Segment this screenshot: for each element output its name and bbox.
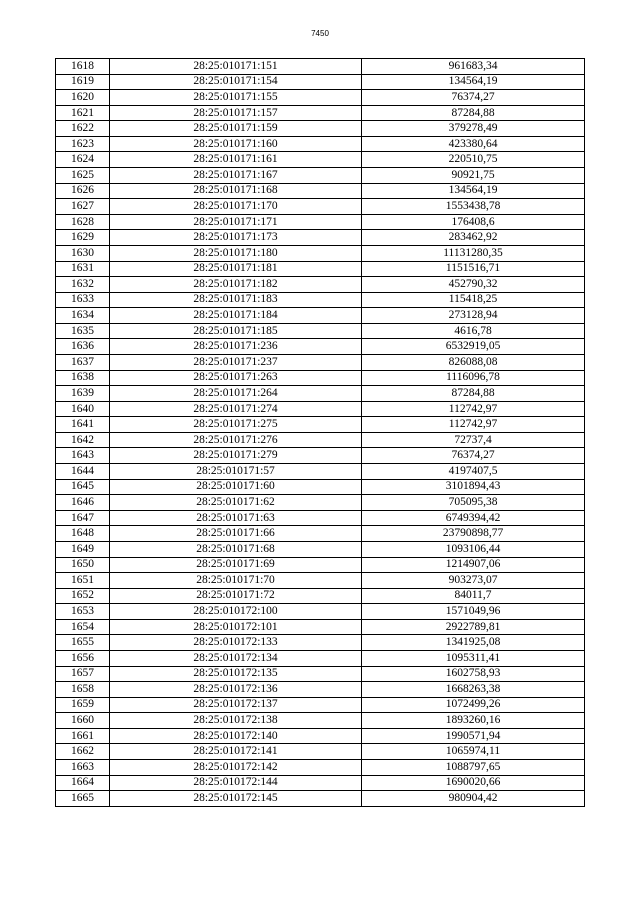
row-number-cell: 1639	[56, 386, 110, 402]
cadastral-number-cell: 28:25:010171:184	[110, 308, 362, 324]
cadastral-number-cell: 28:25:010171:181	[110, 261, 362, 277]
table-row	[56, 682, 585, 698]
table-row	[56, 557, 585, 573]
cadastral-number-cell: 28:25:010171:57	[110, 464, 362, 480]
cadastral-number-cell: 28:25:010171:264	[110, 386, 362, 402]
table-row	[56, 245, 585, 261]
row-number-cell: 1657	[56, 666, 110, 682]
table-row	[56, 199, 585, 215]
cadastral-number-cell: 28:25:010171:279	[110, 448, 362, 464]
cadastral-number-cell: 28:25:010171:154	[110, 74, 362, 90]
cadastral-value-cell: 423380,64	[362, 136, 585, 152]
table-row	[56, 588, 585, 604]
row-number-cell: 1636	[56, 339, 110, 355]
cadastral-value-cell: 980904,42	[362, 791, 585, 807]
table-row	[56, 292, 585, 308]
cadastral-number-cell: 28:25:010171:167	[110, 168, 362, 184]
row-number-cell: 1640	[56, 401, 110, 417]
cadastral-number-cell: 28:25:010171:276	[110, 432, 362, 448]
cadastral-value-cell: 705095,38	[362, 495, 585, 511]
cadastral-value-cell: 90921,75	[362, 168, 585, 184]
cadastral-number-cell: 28:25:010171:171	[110, 214, 362, 230]
cadastral-number-cell: 28:25:010172:135	[110, 666, 362, 682]
cadastral-number-cell: 28:25:010171:236	[110, 339, 362, 355]
row-number-cell: 1624	[56, 152, 110, 168]
cadastral-value-cell: 1893260,16	[362, 713, 585, 729]
cadastral-number-cell: 28:25:010171:62	[110, 495, 362, 511]
cadastral-number-cell: 28:25:010171:161	[110, 152, 362, 168]
table-row	[56, 370, 585, 386]
table-row	[56, 666, 585, 682]
cadastral-number-cell: 28:25:010171:157	[110, 105, 362, 121]
cadastral-number-cell: 28:25:010171:170	[110, 199, 362, 215]
table-row	[56, 432, 585, 448]
table-row	[56, 261, 585, 277]
row-number-cell: 1649	[56, 541, 110, 557]
row-number-cell: 1646	[56, 495, 110, 511]
cadastral-value-cell: 112742,97	[362, 401, 585, 417]
cadastral-number-cell: 28:25:010171:70	[110, 573, 362, 589]
cadastral-value-cell: 1093106,44	[362, 541, 585, 557]
table-row	[56, 697, 585, 713]
row-number-cell: 1633	[56, 292, 110, 308]
row-number-cell: 1658	[56, 682, 110, 698]
cadastral-number-cell: 28:25:010171:275	[110, 417, 362, 433]
cadastral-number-cell: 28:25:010171:155	[110, 90, 362, 106]
cadastral-value-cell: 84011,7	[362, 588, 585, 604]
cadastral-value-cell: 4197407,5	[362, 464, 585, 480]
row-number-cell: 1647	[56, 510, 110, 526]
table-row	[56, 401, 585, 417]
table-row	[56, 136, 585, 152]
cadastral-number-cell: 28:25:010172:142	[110, 760, 362, 776]
row-number-cell: 1627	[56, 199, 110, 215]
cadastral-value-cell: 87284,88	[362, 386, 585, 402]
cadastral-number-cell: 28:25:010172:136	[110, 682, 362, 698]
table-row	[56, 573, 585, 589]
cadastral-number-cell: 28:25:010172:141	[110, 744, 362, 760]
cadastral-number-cell: 28:25:010171:68	[110, 541, 362, 557]
table-row	[56, 479, 585, 495]
row-number-cell: 1632	[56, 277, 110, 293]
table-row	[56, 495, 585, 511]
cadastral-value-cell: 273128,94	[362, 308, 585, 324]
row-number-cell: 1622	[56, 121, 110, 137]
cadastral-number-cell: 28:25:010172:134	[110, 650, 362, 666]
cadastral-value-cell: 1116096,78	[362, 370, 585, 386]
table-row	[56, 168, 585, 184]
cadastral-value-cell: 112742,97	[362, 417, 585, 433]
row-number-cell: 1655	[56, 635, 110, 651]
cadastral-value-cell: 1151516,71	[362, 261, 585, 277]
row-number-cell: 1619	[56, 74, 110, 90]
cadastral-number-cell: 28:25:010172:144	[110, 775, 362, 791]
cadastral-number-cell: 28:25:010172:145	[110, 791, 362, 807]
table-row	[56, 526, 585, 542]
row-number-cell: 1618	[56, 59, 110, 75]
cadastral-value-cell: 176408,6	[362, 214, 585, 230]
cadastral-value-cell: 1088797,65	[362, 760, 585, 776]
cadastral-value-cell: 1990571,94	[362, 728, 585, 744]
table-row	[56, 448, 585, 464]
cadastral-number-cell: 28:25:010171:183	[110, 292, 362, 308]
row-number-cell: 1662	[56, 744, 110, 760]
row-number-cell: 1641	[56, 417, 110, 433]
table-row	[56, 541, 585, 557]
cadastral-value-cell: 23790898,77	[362, 526, 585, 542]
cadastral-number-cell: 28:25:010171:237	[110, 354, 362, 370]
row-number-cell: 1637	[56, 354, 110, 370]
table-row	[56, 90, 585, 106]
cadastral-number-cell: 28:25:010171:168	[110, 183, 362, 199]
table-row	[56, 59, 585, 75]
cadastral-value-cell: 1214907,06	[362, 557, 585, 573]
cadastral-value-table	[55, 58, 585, 807]
cadastral-number-cell: 28:25:010172:100	[110, 604, 362, 620]
row-number-cell: 1652	[56, 588, 110, 604]
table-row	[56, 74, 585, 90]
table-row	[56, 464, 585, 480]
row-number-cell: 1631	[56, 261, 110, 277]
cadastral-value-cell: 72737,4	[362, 432, 585, 448]
cadastral-value-cell: 379278,49	[362, 121, 585, 137]
cadastral-number-cell: 28:25:010171:66	[110, 526, 362, 542]
table-row	[56, 728, 585, 744]
table-row	[56, 650, 585, 666]
row-number-cell: 1623	[56, 136, 110, 152]
row-number-cell: 1656	[56, 650, 110, 666]
row-number-cell: 1643	[56, 448, 110, 464]
cadastral-value-cell: 1072499,26	[362, 697, 585, 713]
row-number-cell: 1665	[56, 791, 110, 807]
cadastral-value-cell: 115418,25	[362, 292, 585, 308]
cadastral-value-cell: 1602758,93	[362, 666, 585, 682]
cadastral-number-cell: 28:25:010171:263	[110, 370, 362, 386]
page-number: 7450	[311, 29, 329, 38]
cadastral-number-cell: 28:25:010171:185	[110, 323, 362, 339]
cadastral-value-cell: 283462,92	[362, 230, 585, 246]
table-row	[56, 105, 585, 121]
row-number-cell: 1651	[56, 573, 110, 589]
row-number-cell: 1626	[56, 183, 110, 199]
cadastral-value-cell: 1571049,96	[362, 604, 585, 620]
row-number-cell: 1642	[56, 432, 110, 448]
cadastral-number-cell: 28:25:010171:72	[110, 588, 362, 604]
row-number-cell: 1648	[56, 526, 110, 542]
cadastral-value-cell: 6749394,42	[362, 510, 585, 526]
table-body	[56, 59, 585, 807]
row-number-cell: 1621	[56, 105, 110, 121]
row-number-cell: 1654	[56, 619, 110, 635]
row-number-cell: 1634	[56, 308, 110, 324]
row-number-cell: 1638	[56, 370, 110, 386]
table-row	[56, 604, 585, 620]
cadastral-number-cell: 28:25:010171:159	[110, 121, 362, 137]
table-row	[56, 121, 585, 137]
table-row	[56, 386, 585, 402]
row-number-cell: 1660	[56, 713, 110, 729]
cadastral-number-cell: 28:25:010171:151	[110, 59, 362, 75]
cadastral-value-cell: 76374,27	[362, 90, 585, 106]
cadastral-value-cell: 1668263,38	[362, 682, 585, 698]
cadastral-value-cell: 6532919,05	[362, 339, 585, 355]
cadastral-number-cell: 28:25:010171:274	[110, 401, 362, 417]
table-row	[56, 713, 585, 729]
cadastral-value-cell: 1095311,41	[362, 650, 585, 666]
row-number-cell: 1620	[56, 90, 110, 106]
cadastral-number-cell: 28:25:010171:173	[110, 230, 362, 246]
row-number-cell: 1664	[56, 775, 110, 791]
cadastral-value-cell: 961683,34	[362, 59, 585, 75]
row-number-cell: 1630	[56, 245, 110, 261]
table-row	[56, 152, 585, 168]
cadastral-value-cell: 1341925,08	[362, 635, 585, 651]
cadastral-value-cell: 134564,19	[362, 183, 585, 199]
cadastral-number-cell: 28:25:010171:182	[110, 277, 362, 293]
table-row	[56, 619, 585, 635]
row-number-cell: 1663	[56, 760, 110, 776]
table-row	[56, 230, 585, 246]
cadastral-value-cell: 4616,78	[362, 323, 585, 339]
cadastral-value-cell: 903273,07	[362, 573, 585, 589]
cadastral-value-cell: 11131280,35	[362, 245, 585, 261]
table-row	[56, 323, 585, 339]
cadastral-number-cell: 28:25:010172:137	[110, 697, 362, 713]
cadastral-number-cell: 28:25:010172:140	[110, 728, 362, 744]
table-row	[56, 417, 585, 433]
cadastral-value-cell: 452790,32	[362, 277, 585, 293]
table-row	[56, 760, 585, 776]
row-number-cell: 1635	[56, 323, 110, 339]
cadastral-number-cell: 28:25:010172:133	[110, 635, 362, 651]
cadastral-value-cell: 3101894,43	[362, 479, 585, 495]
row-number-cell: 1653	[56, 604, 110, 620]
row-number-cell: 1645	[56, 479, 110, 495]
table-row	[56, 339, 585, 355]
table-row	[56, 791, 585, 807]
cadastral-value-cell: 220510,75	[362, 152, 585, 168]
table-row	[56, 183, 585, 199]
table-row	[56, 635, 585, 651]
row-number-cell: 1628	[56, 214, 110, 230]
row-number-cell: 1661	[56, 728, 110, 744]
row-number-cell: 1625	[56, 168, 110, 184]
row-number-cell: 1659	[56, 697, 110, 713]
cadastral-value-cell: 1690020,66	[362, 775, 585, 791]
table-row	[56, 744, 585, 760]
cadastral-value-cell: 1553438,78	[362, 199, 585, 215]
cadastral-number-cell: 28:25:010171:60	[110, 479, 362, 495]
cadastral-value-cell: 76374,27	[362, 448, 585, 464]
cadastral-number-cell: 28:25:010171:160	[110, 136, 362, 152]
table-row	[56, 308, 585, 324]
cadastral-number-cell: 28:25:010172:101	[110, 619, 362, 635]
table-row	[56, 277, 585, 293]
cadastral-value-cell: 826088,08	[362, 354, 585, 370]
row-number-cell: 1629	[56, 230, 110, 246]
cadastral-value-cell: 2922789,81	[362, 619, 585, 635]
table-row	[56, 354, 585, 370]
cadastral-number-cell: 28:25:010171:63	[110, 510, 362, 526]
row-number-cell: 1644	[56, 464, 110, 480]
cadastral-value-cell: 87284,88	[362, 105, 585, 121]
row-number-cell: 1650	[56, 557, 110, 573]
table-row	[56, 510, 585, 526]
table-row	[56, 214, 585, 230]
cadastral-number-cell: 28:25:010172:138	[110, 713, 362, 729]
cadastral-number-cell: 28:25:010171:180	[110, 245, 362, 261]
table-row	[56, 775, 585, 791]
cadastral-value-cell: 1065974,11	[362, 744, 585, 760]
cadastral-number-cell: 28:25:010171:69	[110, 557, 362, 573]
cadastral-value-cell: 134564,19	[362, 74, 585, 90]
